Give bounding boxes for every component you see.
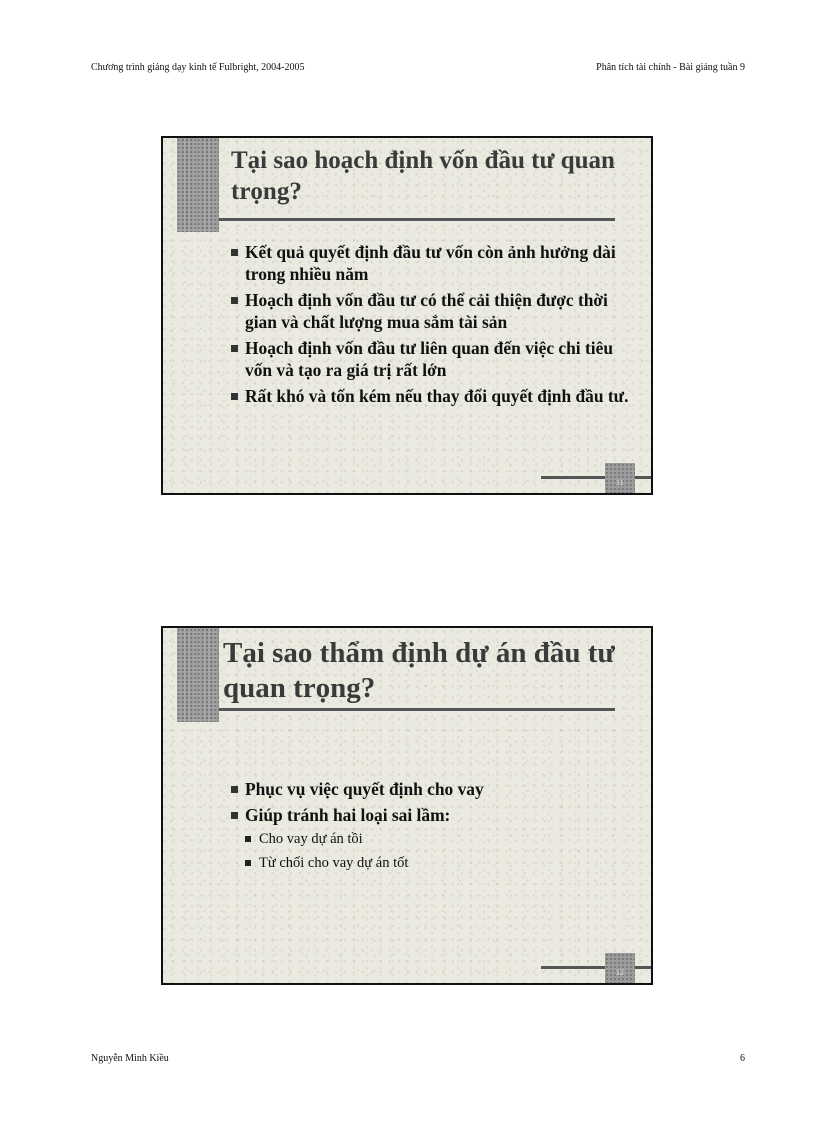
page-header-left: Chương trình giảng dạy kinh tế Fulbright, 2004-2005 — [91, 62, 305, 73]
square-bullet-icon — [231, 786, 238, 793]
square-bullet-icon — [231, 393, 238, 400]
sub-bullet-list — [245, 828, 641, 874]
sub-bullet-text: Từ chối cho vay dự án tốt — [259, 855, 409, 871]
title-divider — [219, 708, 615, 711]
page-number: 6 — [740, 1053, 745, 1064]
bullet-text: Hoạch định vốn đầu tư có thể cải thiện được thời gian và chất lượng mua sắm tài sản — [245, 290, 608, 332]
page-header-right: Phân tích tài chính - Bài giảng tuần 9 — [596, 62, 745, 73]
square-bullet-icon — [245, 836, 251, 842]
slide-11 — [161, 136, 653, 495]
square-bullet-icon — [231, 297, 238, 304]
bullet-text: Phục vụ việc quyết định cho vay — [245, 779, 484, 799]
slide-number: 12 — [616, 968, 624, 977]
bullet-item — [231, 241, 641, 285]
bullet-item — [231, 289, 641, 333]
sub-bullet-item — [245, 852, 641, 874]
sub-bullet-text: Cho vay dự án tồi — [259, 831, 363, 847]
square-bullet-icon — [231, 345, 238, 352]
bullet-text: Rất khó và tốn kém nếu thay đổi quyết định đầu tư. — [245, 386, 629, 406]
title-divider — [219, 218, 615, 221]
page-footer-author: Nguyễn Minh Kiều — [91, 1053, 169, 1064]
bullet-item — [231, 804, 641, 874]
bottom-divider — [541, 476, 653, 479]
slide-decor-block — [177, 138, 219, 232]
bullet-item — [231, 778, 641, 800]
square-bullet-icon — [245, 860, 251, 866]
bullet-list — [231, 778, 641, 878]
bullet-text: Giúp tránh hai loại sai lầm: — [245, 805, 451, 825]
bullet-item — [231, 337, 641, 381]
slide-title: Tại sao thẩm định dự án đầu tư quan trọng? — [223, 637, 615, 704]
slide-title: Tại sao hoạch định vốn đầu tư quan trọng? — [231, 147, 615, 205]
sub-bullet-item — [245, 828, 641, 850]
bullet-text: Hoạch định vốn đầu tư liên quan đến việc chi tiêu vốn và tạo ra giá trị rất lớn — [245, 338, 613, 380]
square-bullet-icon — [231, 812, 238, 819]
slide-number: 11 — [616, 478, 624, 487]
bullet-item — [231, 385, 641, 407]
bullet-text: Kết quả quyết định đầu tư vốn còn ảnh hưởng dài trong nhiều năm — [245, 242, 616, 284]
slide-12 — [161, 626, 653, 985]
bullet-list — [231, 241, 641, 411]
square-bullet-icon — [231, 249, 238, 256]
bottom-divider — [541, 966, 653, 969]
slide-decor-block — [177, 628, 219, 722]
